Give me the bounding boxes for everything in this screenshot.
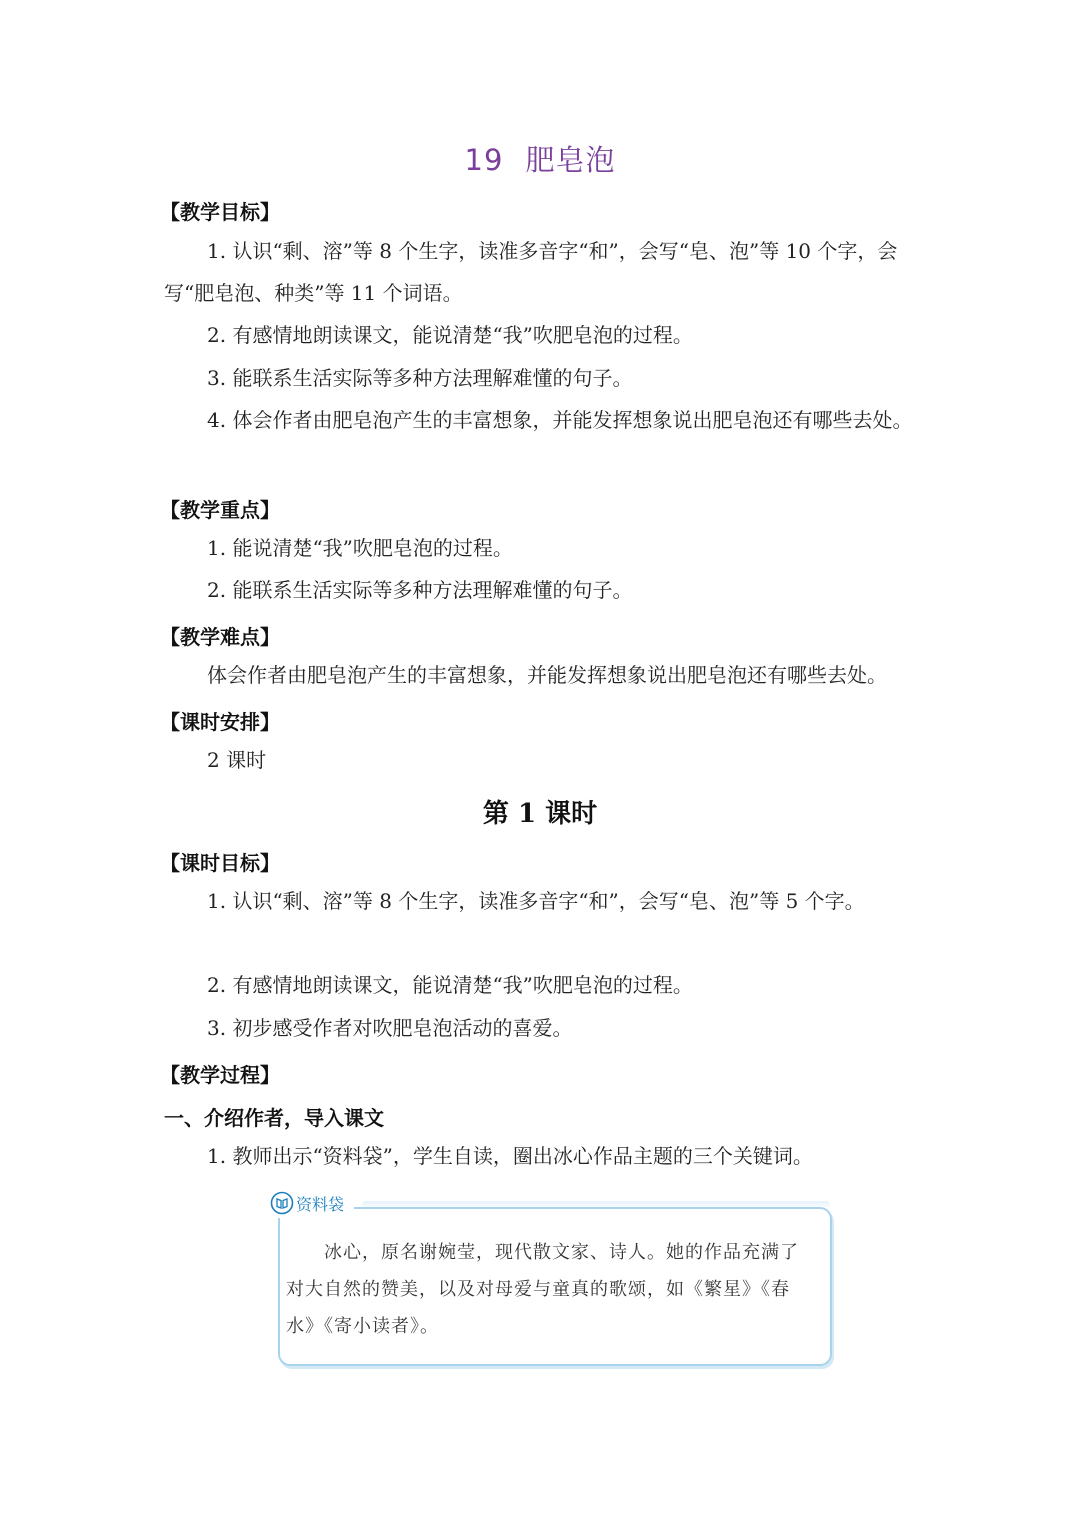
difficulties-text: 体会作者由肥皂泡产生的丰富想象，并能发挥想象说出肥皂泡还有哪些去处。 [207, 663, 887, 687]
difficulties-heading: 【教学难点】 [160, 625, 280, 649]
period-goal-item-3: 3. 初步感受作者对吹肥皂泡活动的喜爱。 [207, 1016, 573, 1040]
goal-item-4: 4. 体会作者由肥皂泡产生的丰富想象，并能发挥想象说出肥皂泡还有哪些去处。 [207, 408, 913, 432]
info-box-label: 资料袋 [296, 1194, 345, 1214]
goal-item-2: 2. 有感情地朗读课文，能说清楚“我”吹肥皂泡的过程。 [207, 323, 693, 347]
goals-heading: 【教学目标】 [160, 200, 280, 224]
lesson-title [0, 138, 1080, 179]
book-icon [270, 1191, 294, 1215]
period-goal-item-2: 2. 有感情地朗读课文，能说清楚“我”吹肥皂泡的过程。 [207, 973, 693, 997]
lesson-name: 肥皂泡 [525, 143, 616, 177]
period-title: 第 1 课时 [482, 799, 598, 829]
key-point-item-1: 1. 能说清楚“我”吹肥皂泡的过程。 [207, 536, 513, 560]
goal-item-1: 1. 认识“剩、溶”等 8 个生字，读准多音字“和”，会写“皂、泡”等 10 个字，会写“肥皂泡、种类”等 11 个词语。 [164, 239, 898, 305]
key-points-heading: 【教学重点】 [160, 498, 280, 522]
goal-item-3: 3. 能联系生活实际等多种方法理解难懂的句子。 [207, 366, 633, 390]
schedule-heading: 【课时安排】 [160, 710, 280, 734]
schedule-text: 2 课时 [207, 748, 267, 772]
period-goals-heading: 【课时目标】 [160, 851, 280, 875]
section-heading-1: 一、介绍作者，导入课文 [164, 1106, 384, 1130]
process-step-1: 1. 教师出示“资料袋”，学生自读，圈出冰心作品主题的三个关键词。 [207, 1144, 813, 1168]
process-heading: 【教学过程】 [160, 1063, 280, 1087]
info-box-text: 冰心，原名谢婉莹，现代散文家、诗人。她的作品充满了对大自然的赞美，以及对母爱与童真的歌颂，如《繁星》《春水》《寄小读者》。 [286, 1242, 799, 1337]
info-box-tab [270, 1188, 354, 1218]
period-goal-item-1: 1. 认识“剩、溶”等 8 个生字，读准多音字“和”，会写“皂、泡”等 5 个字。 [207, 889, 865, 913]
key-point-item-2: 2. 能联系生活实际等多种方法理解难懂的句子。 [207, 578, 633, 602]
lesson-number: 19 [464, 143, 504, 177]
